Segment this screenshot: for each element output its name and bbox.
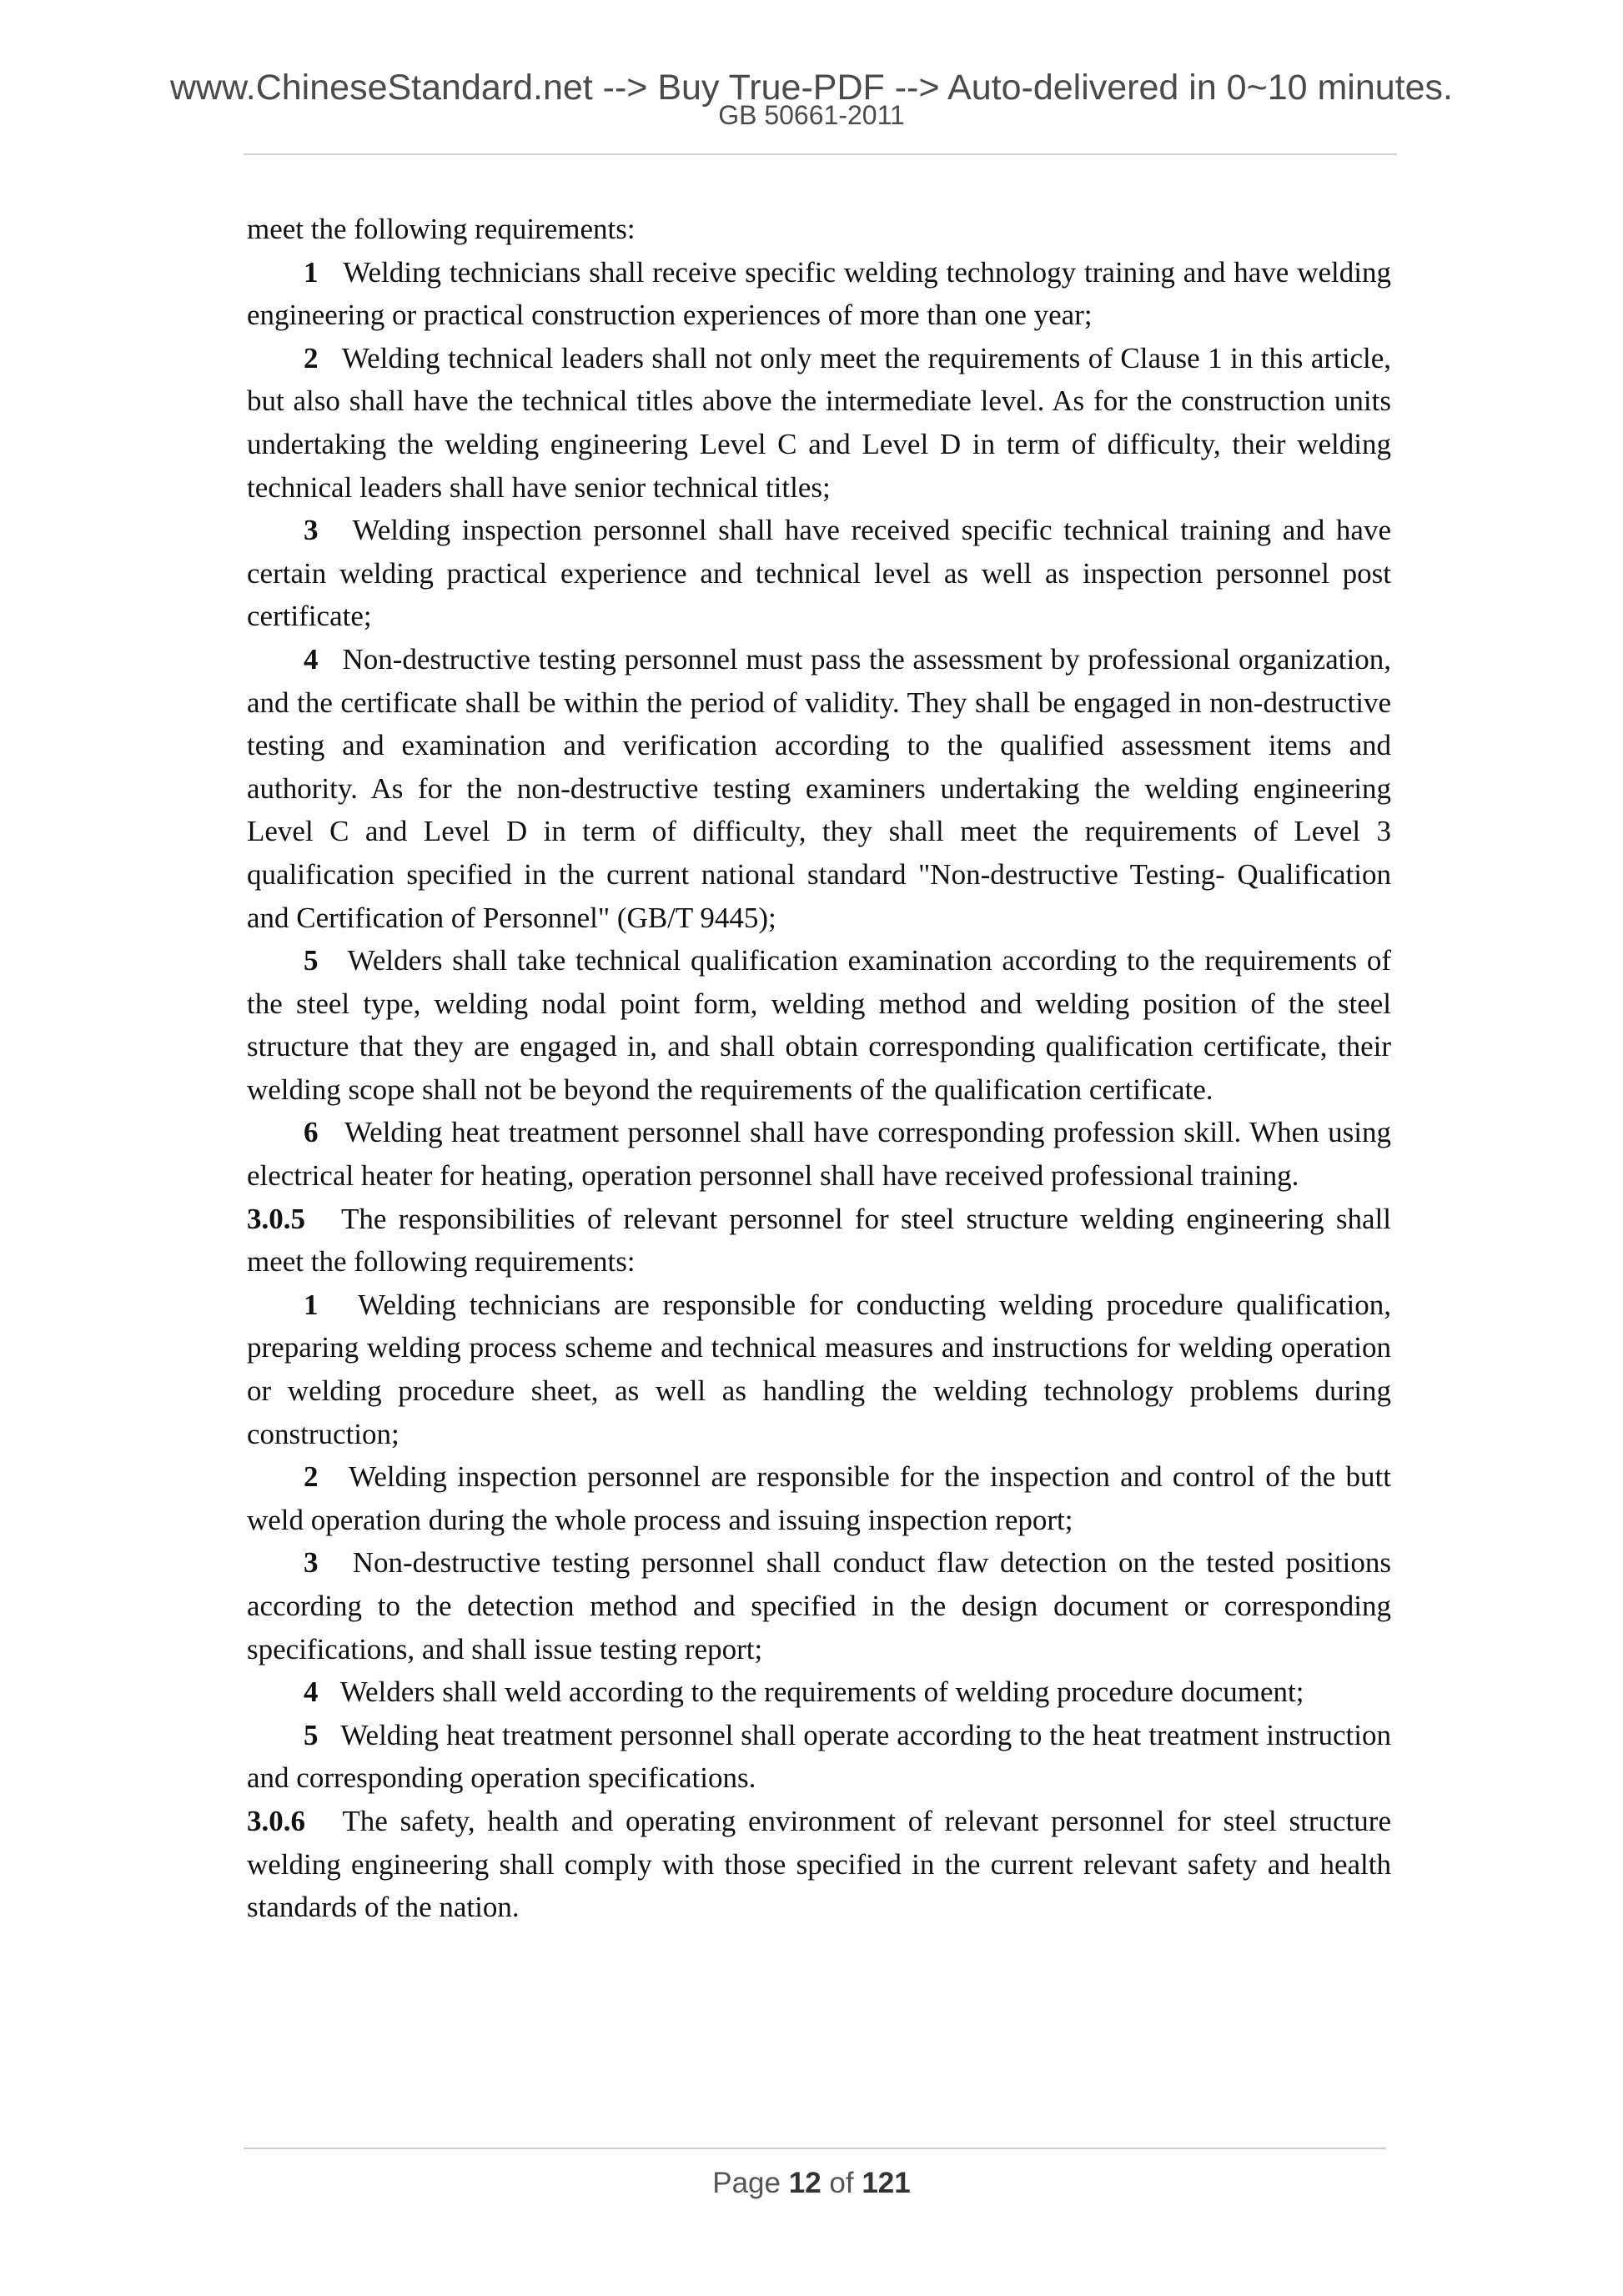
item-text: Welders shall take technical qualification examination according to the requirements of the steel type, welding nodal point form, welding method and welding position of the steel structure that they are engaged in, and shall obtain corresponding qualification certificate, their welding scope shall not be beyond the requirements of the qualification certificate.	[247, 944, 1392, 1106]
item-number: 2	[304, 341, 319, 374]
item-text: Welding inspection personnel are responsible for the inspection and control of the butt weld operation during the whole process and issuing inspection report;	[247, 1460, 1391, 1536]
document-id: GB 50661-2011	[718, 100, 905, 130]
item-number: 3	[304, 1546, 319, 1580]
clause-number: 3.0.5	[247, 1202, 305, 1235]
item-text: Non-destructive testing personnel shall conduct flaw detection on the tested positions according to the detection method and specified in the design document or corresponding specifications, and shall issue testing report;	[247, 1546, 1392, 1665]
item-text: Welding heat treatment personnel shall operate according to the heat treatment instruction and corresponding operation specifications.	[247, 1718, 1391, 1795]
list-item	[247, 1671, 1391, 1714]
page-current: 12	[788, 2167, 822, 2199]
clause-text: The safety, health and operating environment of relevant personnel for steel structure welding engineering shall comply with those specified in the current relevant safety and health standards of the nation.	[247, 1804, 1391, 1924]
list-item	[247, 1284, 1391, 1455]
lead-line: meet the following requirements:	[247, 213, 636, 245]
item-number: 1	[304, 255, 319, 289]
list-item	[247, 1714, 1391, 1800]
item-number: 1	[304, 1288, 319, 1321]
list-item	[247, 939, 1391, 1111]
clause-3-0-6	[247, 1800, 1391, 1929]
document-body	[247, 208, 1391, 1929]
list-item	[247, 1455, 1391, 1541]
list-item	[247, 251, 1391, 337]
list-item	[247, 1541, 1391, 1671]
list-item	[247, 509, 1391, 638]
item-number: 3	[304, 514, 319, 547]
site-banner: www.ChineseStandard.net --> Buy True-PDF --> Auto-delivered in 0~10 minutes.	[169, 68, 1453, 108]
header-divider	[244, 153, 1397, 155]
item-text: Welding technicians are responsible for conducting welding procedure qualification, preparing welding process scheme and technical measures and instructions for welding operation or welding procedure sheet, as well as handling the welding technology problems during construction;	[247, 1288, 1392, 1450]
page-total: 121	[862, 2167, 911, 2199]
item-number: 4	[304, 642, 319, 676]
footer-divider	[244, 2148, 1386, 2149]
clause-text: The responsibilities of relevant personnel for steel structure welding engineering shall meet the following requirements:	[247, 1202, 1391, 1279]
clause-number: 3.0.6	[247, 1804, 305, 1837]
item-number: 2	[304, 1460, 319, 1494]
list-item	[247, 1111, 1391, 1197]
item-number: 5	[304, 1718, 319, 1751]
item-text: Non-destructive testing personnel must pass the assessment by professional organization, and the certificate shall be within the period of validity. They shall be engaged in non-destructive testing and examination and verification according to the qualified assessment items and authority. As for the non-destructive testing examiners undertaking the welding engineering Level C and Level D in term of difficulty, they shall meet the requirements of Level 3 qualification specified in the current national standard "Non-destructive Testing- Qualification and Certification of Personnel" (GB/T 9445);	[247, 642, 1392, 934]
page-of: of	[829, 2167, 854, 2199]
item-number: 6	[304, 1116, 319, 1149]
item-text: Welding heat treatment personnel shall have corresponding profession skill. When using electrical heater for heating, operation personnel shall have received professional training.	[247, 1116, 1391, 1193]
list-item	[247, 638, 1391, 939]
item-text: Welding technical leaders shall not only meet the requirements of Clause 1 in this article, but also shall have the technical titles above the intermediate level. As for the construction units undertaking the welding engineering Level C and Level D in term of difficulty, their welding technical leaders shall have senior technical titles;	[247, 341, 1391, 504]
page-prefix: Page	[712, 2167, 781, 2199]
clause-3-0-5	[247, 1198, 1391, 1284]
item-text: Welding technicians shall receive specific welding technology training and have welding engineering or practical construction experiences of more than one year;	[247, 255, 1391, 332]
list-item	[247, 337, 1391, 509]
page-indicator	[0, 2165, 1623, 2202]
item-number: 4	[304, 1676, 319, 1709]
item-text: Welders shall weld according to the requirements of welding procedure document;	[339, 1676, 1304, 1709]
item-number: 5	[304, 944, 319, 977]
item-text: Welding inspection personnel shall have received specific technical training and have certain welding practical experience and technical level as well as inspection personnel post certificate;	[247, 514, 1392, 633]
